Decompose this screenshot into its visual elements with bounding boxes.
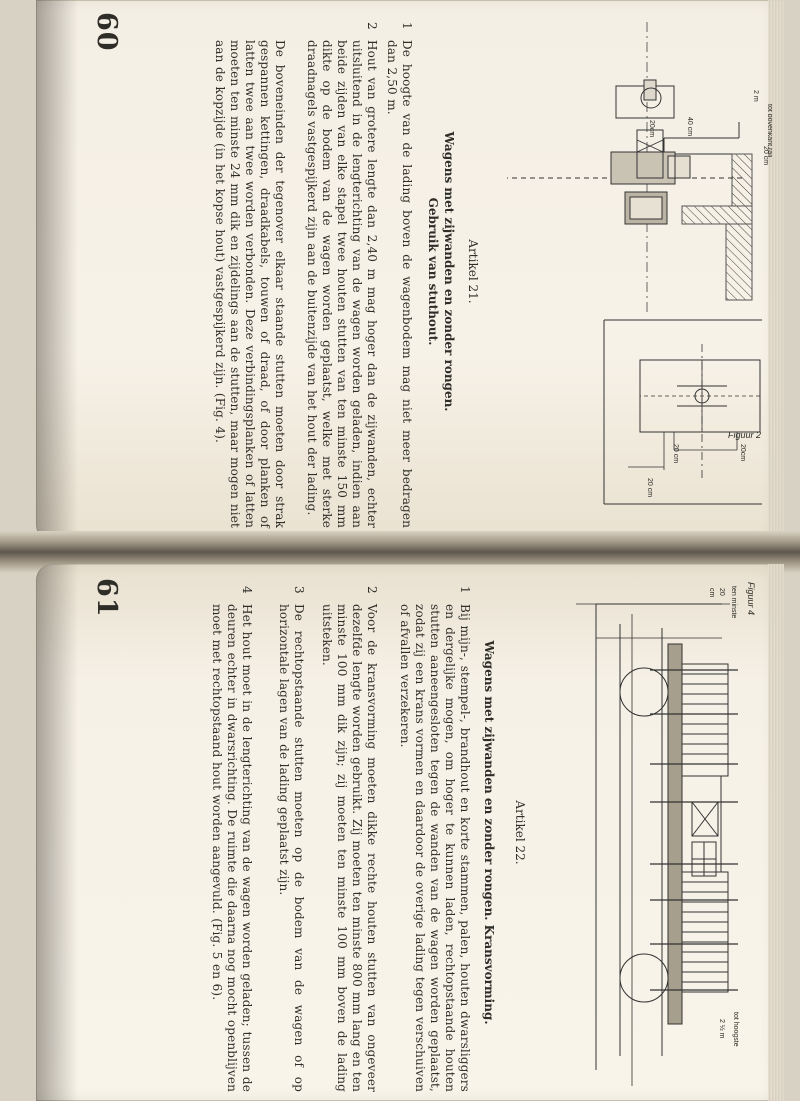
technical-drawing (507, 12, 772, 532)
item-text: De rechtopstaande stutten moeten op de bodem van de wagen of op horizontale lagen van de lading geplaatst zijn. (276, 604, 306, 1092)
rail-label-1: tot bovenkant rail (766, 104, 772, 158)
article-22-title: Artikel 22. (513, 800, 527, 865)
article-21-title: Artikel 21. (466, 239, 480, 304)
figure-3-drawing (604, 320, 762, 504)
item-text: Hout van grotere lengte dan 2,40 m mag hoger dan de zijwanden, echter uitsluitend in de lengterichting van de wagen worden geladen, indien aan beide zijden van elke stapel twee houten stutten van ten minste 150 mm dikte op de bodem van de wagen worden geplaatst, welke met sterke draadnagels vastgespijkerd zijn aan de buitenzijde van het hout der lading. (304, 40, 379, 528)
article-21-heading-line-1: Wagens met zijwanden en zonder rongen. (442, 131, 456, 412)
article-21-item-2 (273, 22, 379, 528)
dimension-2m: 2 m (752, 90, 759, 102)
item-text: Voor de kransvorming moeten dikke rechte houten stutten van ongeveer dezelfde lengte worden gebruikt. Zij moeten ten minste 800 mm lang en ten minste 100 mm dik zijn; zij moeten ten minste 100 mm boven de lading uitsteken. (319, 604, 379, 1092)
item-number: 2 (365, 586, 379, 594)
dimension-40cm: 40 cm (686, 117, 693, 137)
item-number: 2 (365, 22, 379, 30)
article-21-item-1 (378, 22, 414, 528)
figure-4-drawing (536, 572, 776, 1092)
page-number: 61 (91, 578, 122, 618)
article-21-paragraph: De boveneinden der tegenover elkaar staande stutten moeten door strak gespannen kettingen, draadkabels, touwen of draad, of door planken of latten twee aan twee worden verbonden. Deze verbindingsplanken of latten moeten ten minste 24 mm dik en zijdelings aan de stutten, maar mogen niet aan de kopzijde (in het kopse hout) vastgespijkerd zijn. (Fig. 4). (212, 40, 287, 528)
figure-4-wagon (620, 624, 738, 1056)
article-21-heading-line-2: Gebruik van stuthout. (426, 197, 440, 346)
fig3-dim-left: 20cm (739, 444, 746, 462)
page-number: 60 (91, 12, 122, 52)
dimension-20cm-top: 20 cm (762, 146, 769, 166)
fig4-label-left: ten minste (730, 586, 737, 619)
dimension-20cm-lower: 20cm (648, 120, 655, 138)
figure-4-title: Figuur 4 (746, 582, 756, 616)
fig4-dim-left-unit: cm (708, 588, 715, 598)
item-number: 1 (400, 22, 414, 30)
fig3-dim-right: 20 cm (672, 444, 679, 464)
bottom-page-content (36, 564, 784, 1101)
article-22-item-2 (307, 586, 379, 1092)
top-page-content (36, 0, 784, 543)
article-22-item-4 (162, 586, 254, 1092)
item-text: De hoogte van de lading boven de wagenbodem mag niet meer bedragen dan 2,50 m. (384, 40, 414, 528)
fig3-dim-bottom: 20 cm (646, 478, 653, 498)
article-22-heading: Wagens met zijwanden en zonder rongen. Kransvorming. (482, 640, 496, 1025)
bottom-page (36, 564, 784, 1101)
item-text: Het hout moet in de lengterichting van de wagen worden geladen; tussen de deuren echter in dwarsrichting. De ruimte die daarna nog mocht openblijven moet met rechtopstaand hout worden aangevuld. (Fig. 5 en 6). (209, 604, 254, 1092)
item-number: 1 (458, 586, 472, 594)
item-number: 4 (240, 586, 254, 594)
article-22-item-3 (254, 586, 306, 1092)
figure-2-and-3 (507, 12, 772, 532)
fig4-dim-right: 2 ½ m (718, 1019, 725, 1039)
figure-2-title: Figuur 2 (728, 430, 762, 440)
item-text: Bij mijn-, stempel-, brandhout en korte stammen, palen, houten dwarsliggers en dergelijke mogen, om hoger te kunnen laden, rechtopstaande houten stutten aaneengesloten tegen de wanden van de wagen worden geplaatst, zodat zij een krans vormen en daardoor de overige lading tegen verschuiven of afvallen verzekeren. (397, 604, 472, 1092)
figure-2-drawing (507, 22, 772, 312)
fig4-dim-left: 20 (718, 588, 725, 596)
top-page (36, 0, 784, 543)
item-number: 3 (292, 586, 306, 594)
article-22-item-1 (376, 586, 472, 1092)
fig4-label-right: tot hoogste (732, 1012, 739, 1047)
